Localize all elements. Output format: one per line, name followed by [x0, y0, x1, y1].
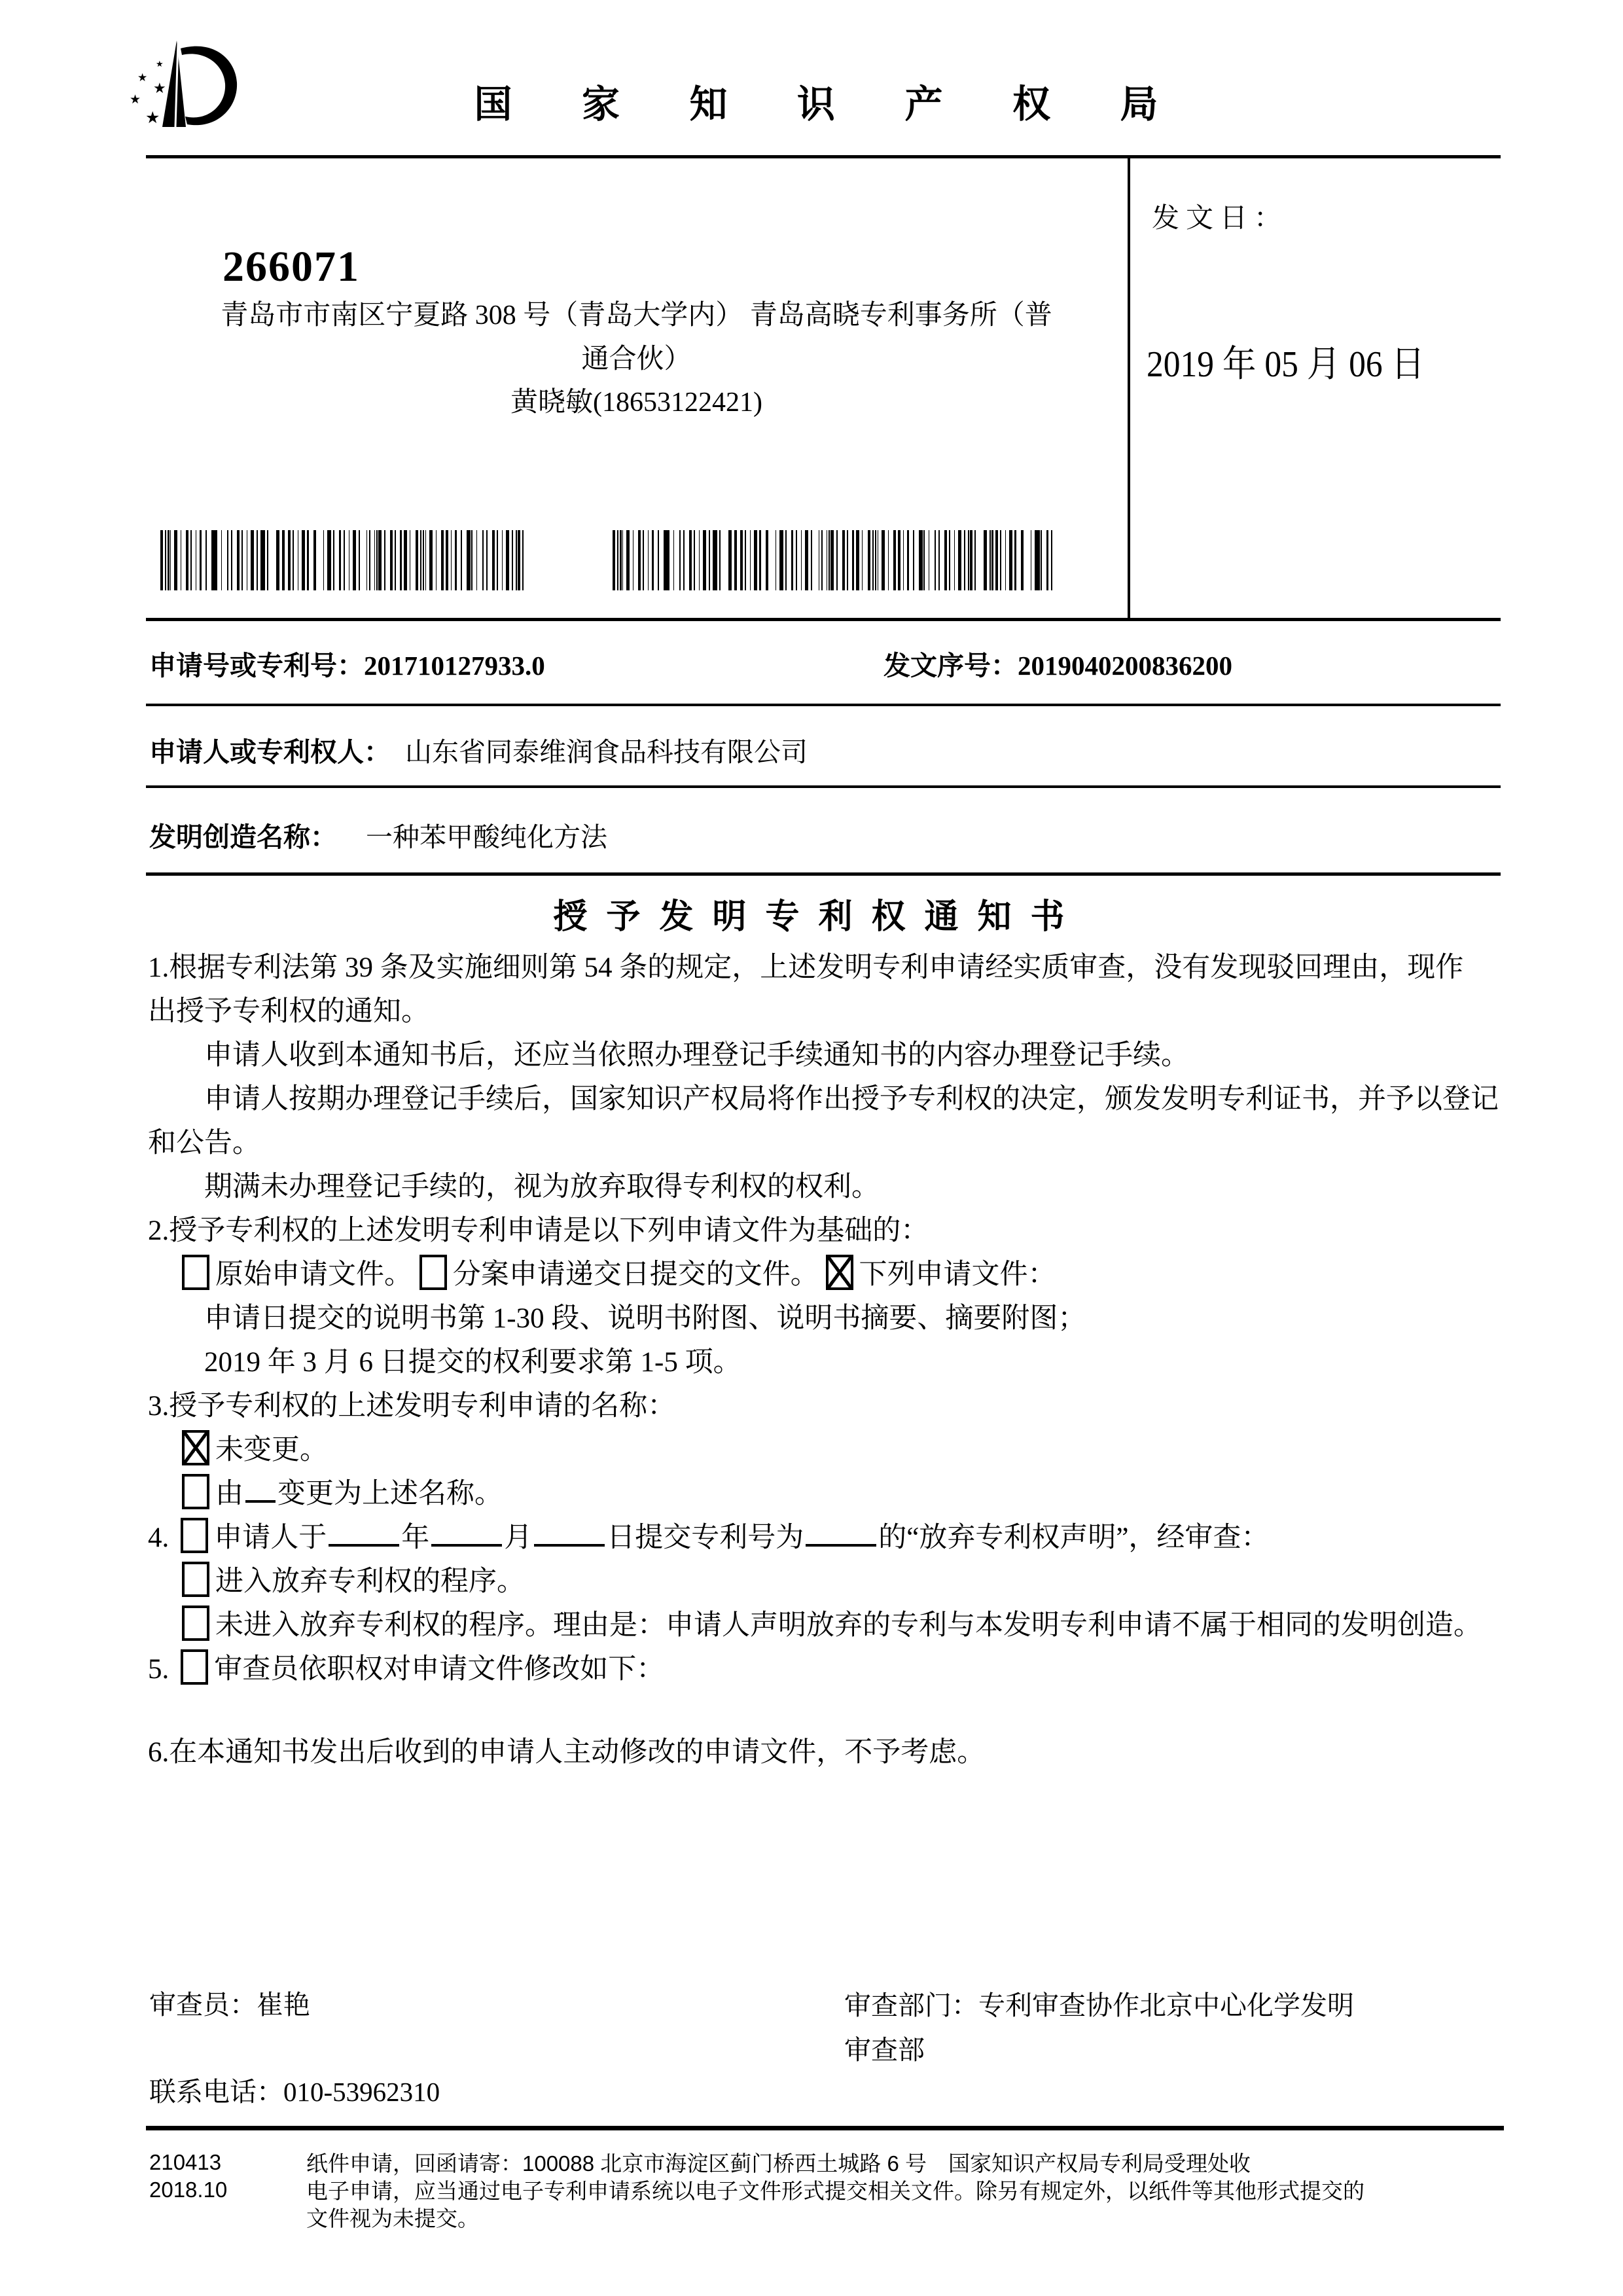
notice-item2-file2 [148, 1340, 1535, 1384]
dispatch-date-value: 2019 年 05 月 06 日 [1147, 344, 1425, 385]
applicant-label: 申请人或专利权人： [149, 737, 391, 767]
svg-text:★: ★ [137, 71, 148, 84]
blank-old-name [245, 1474, 276, 1503]
notice-body [148, 946, 1535, 1774]
invention-title-value: 一种苯甲酸纯化方法 [366, 822, 607, 852]
item4-post-text: 的“放弃专利权声明”，经审查： [878, 1522, 1270, 1553]
recipient-address-line1: 青岛市市南区宁夏路 308 号（青岛大学内） 青岛高晓专利事务所（普 [221, 300, 1052, 331]
svg-text:★: ★ [130, 93, 141, 107]
notice-paragraph-grant-line1 [148, 1077, 1535, 1121]
item5-number: 5. [148, 1654, 169, 1685]
item4-number: 4. [148, 1522, 169, 1553]
footer-line3: 文件视为未提交。 [306, 2206, 479, 2231]
checkbox-abandon-declaration[interactable] [181, 1518, 208, 1553]
notice-paragraph-register [148, 1033, 1535, 1077]
serial-number-row [883, 644, 1232, 683]
notice-item1-line1 [148, 946, 1535, 990]
notice-item3-option-changed [148, 1472, 1535, 1516]
recipient-postal-code: 266071 [223, 243, 360, 291]
department-value-line1: 专利审查协作北京中心化学发明 [978, 1990, 1354, 2020]
footer-line2: 电子申请，应当通过电子专利申请系统以电子文件形式提交相关文件。除另有规定外，以纸件等其他形式提交的 [306, 2179, 1364, 2203]
invention-row [149, 816, 607, 854]
paragraph-grant-text-line1: 申请人按期办理登记手续后，国家知识产权局将作出授予专利权的决定，颁发发明专利证书，并予以登记 [204, 1084, 1499, 1115]
notice-item3-option-unchanged [148, 1428, 1535, 1472]
item5-text: 审查员依职权对申请文件修改如下： [214, 1654, 665, 1685]
svg-text:★: ★ [153, 80, 166, 96]
svg-text:★: ★ [156, 59, 164, 69]
checkbox-name-changed[interactable] [182, 1474, 209, 1509]
notice-item4 [148, 1516, 1535, 1560]
phone-label: 联系电话： [149, 2077, 283, 2107]
notice-item6 [148, 1731, 1535, 1774]
paragraph-grant-text-line2: 和公告。 [148, 1128, 260, 1158]
divider-under-applicant-row [146, 785, 1501, 788]
paragraph-forfeit-text: 期满未办理登记手续的，视为放弃取得专利权的权利。 [204, 1172, 880, 1202]
option-name-changed-pre: 由 [215, 1479, 243, 1509]
barcode-left [160, 530, 531, 590]
option-name-changed-post: 变更为上述名称。 [277, 1479, 503, 1509]
serial-number-label: 发文序号： [883, 651, 1018, 681]
checkbox-examiner-amendment[interactable] [181, 1649, 208, 1685]
item4-year-text: 年 [401, 1522, 430, 1553]
notice-item3 [148, 1384, 1535, 1428]
department-label: 审查部门： [844, 1990, 978, 2020]
checkbox-divisional-files[interactable] [419, 1255, 447, 1290]
dispatch-date-label: 发文日： [1152, 204, 1289, 234]
recipient-agent-contact: 黄晓敏(18653122421) [510, 387, 762, 418]
notice-title: 授 予 发 明 专 利 权 通 知 书 [553, 899, 1070, 936]
examiner-row [149, 1983, 310, 2022]
blank-month [431, 1518, 502, 1547]
option-divisional-files-label: 分案申请递交日提交的文件。 [452, 1259, 819, 1290]
blank-patent-number [806, 1518, 876, 1547]
option-original-files-label: 原始申请文件。 [215, 1259, 412, 1290]
svg-text:★: ★ [145, 109, 160, 127]
item1-text-line1: 1.根据专利法第 39 条及实施细则第 54 条的规定，上述发明专利申请经实质审查，没有发现驳回理由，现作 [148, 952, 1464, 983]
divider-under-invention-row [146, 872, 1501, 876]
item1-text-line2: 出授予专利权的通知。 [148, 996, 429, 1027]
notice-item4-option-enter [148, 1560, 1535, 1604]
item4-pre-text: 申请人于 [214, 1522, 327, 1553]
examiner-label: 审查员： [149, 1990, 257, 2020]
serial-number-value: 2019040200836200 [1018, 651, 1232, 681]
divider-under-ref-row [146, 704, 1501, 706]
item2-file2-text: 2019 年 3 月 6 日提交的权利要求第 1-5 项。 [204, 1347, 741, 1378]
application-number-label: 申请号或专利号： [149, 651, 364, 681]
footer-form-code: 210413 [149, 2150, 222, 2174]
department-block [844, 1983, 1486, 2072]
applicant-value: 山东省同泰维润食品科技有限公司 [405, 737, 808, 767]
checkbox-original-files[interactable] [182, 1255, 209, 1290]
notice-item2-options [148, 1253, 1535, 1297]
checkbox-enter-abandon[interactable] [182, 1562, 209, 1597]
agency-title: 国 家 知 识 产 权 局 [474, 83, 1188, 126]
divider-footer [146, 2126, 1504, 2130]
blank-year [329, 1518, 399, 1547]
barcode-right [613, 530, 1054, 590]
notice-paragraph-forfeit [148, 1165, 1535, 1209]
department-value-line2: 审查部 [844, 2035, 925, 2065]
application-number-row [149, 644, 545, 683]
item2-text: 2.授予专利权的上述发明专利申请是以下列申请文件为基础的： [148, 1215, 929, 1246]
notice-item1-line2 [148, 990, 1535, 1033]
invention-title-label: 发明创造名称： [149, 822, 337, 852]
option-enter-abandon-label: 进入放弃专利权的程序。 [215, 1566, 525, 1597]
item2-file1-text: 申请日提交的说明书第 1-30 段、说明书附图、说明书摘要、摘要附图； [204, 1303, 1086, 1334]
option-name-unchanged-label: 未变更。 [215, 1435, 328, 1465]
blank-day [534, 1518, 605, 1547]
notice-item4-option-not-enter [148, 1604, 1535, 1647]
notice-item2 [148, 1209, 1535, 1253]
recipient-address-line2: 通合伙） [581, 344, 692, 374]
checkbox-following-files[interactable] [826, 1255, 853, 1290]
item3-text: 3.授予专利权的上述发明专利申请的名称： [148, 1391, 676, 1422]
divider-vertical-date-cell [1128, 155, 1130, 619]
checkbox-name-unchanged[interactable] [182, 1430, 209, 1465]
phone-row [149, 2070, 440, 2109]
phone-value: 010-53962310 [283, 2077, 440, 2107]
item6-text: 6.在本通知书发出后收到的申请人主动修改的申请文件，不予考虑。 [148, 1737, 986, 1768]
application-number-value: 201710127933.0 [364, 651, 545, 681]
item4-month-text: 月 [504, 1522, 533, 1553]
option-not-enter-abandon-label: 未进入放弃专利权的程序。理由是：申请人声明放弃的专利与本发明专利申请不属于相同的发明创造。 [215, 1610, 1482, 1641]
paragraph-register-text: 申请人收到本通知书后，还应当依照办理登记手续通知书的内容办理登记手续。 [204, 1040, 1189, 1071]
checkbox-not-enter-abandon[interactable] [182, 1605, 209, 1641]
footer-instructions [306, 2150, 1550, 2233]
notice-item2-file1 [148, 1297, 1535, 1340]
applicant-row [149, 730, 808, 769]
notice-item5 [148, 1647, 1535, 1691]
divider-header [146, 155, 1501, 158]
divider-under-barcode [146, 618, 1501, 621]
notice-paragraph-grant-line2 [148, 1121, 1535, 1165]
footer-form-version: 2018.10 [149, 2178, 228, 2202]
option-following-files-label: 下列申请文件： [859, 1259, 1056, 1290]
footer-line1: 纸件申请，回函请寄：100088 北京市海淀区蓟门桥西土城路 6 号 国家知识产权局专利局受理处收 [306, 2151, 1251, 2176]
examiner-name: 崔艳 [257, 1990, 310, 2020]
item4-day-text: 日提交专利号为 [607, 1522, 804, 1553]
